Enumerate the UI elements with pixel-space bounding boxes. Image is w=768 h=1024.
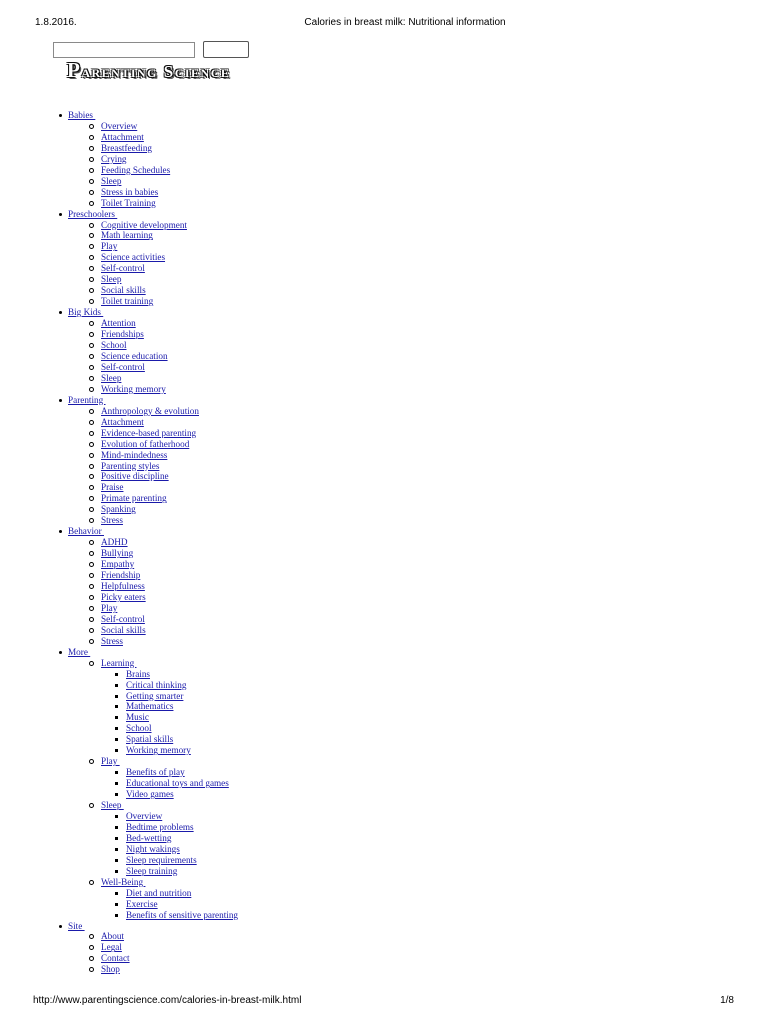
nav-group-well-being: [68, 877, 768, 921]
submenu: [68, 537, 768, 647]
nav-item-educational-toys-and-games: [101, 778, 768, 789]
nav-item-spanking-link[interactable]: Spanking: [101, 504, 136, 515]
nav-item-spatial-skills: [101, 734, 768, 745]
nav-item-sleep-training: [101, 866, 768, 877]
nav-item-science-activities: [68, 252, 768, 263]
submenu: [101, 669, 768, 757]
nav-group-well-being-link[interactable]: Well-Being: [101, 876, 146, 887]
nav-item-getting-smarter-link[interactable]: Getting smarter: [126, 690, 184, 701]
main-nav: [0, 110, 768, 975]
nav-group-learning-link[interactable]: Learning: [101, 657, 137, 668]
nav-item-self-control-link[interactable]: Self-control: [101, 263, 145, 274]
submenu: [68, 406, 768, 526]
nav-item-sleep: [68, 373, 768, 384]
nav-item-cognitive-development: [68, 220, 768, 231]
nav-item-working-memory: [68, 384, 768, 395]
nav-item-self-control-link[interactable]: Self-control: [101, 361, 145, 372]
nav-item-video-games: [101, 789, 768, 800]
nav-item-school-link[interactable]: School: [101, 340, 127, 351]
nav-group-sleep: [68, 800, 768, 877]
print-header: [0, 17, 768, 29]
nav-item-friendships-link[interactable]: Friendships: [101, 329, 144, 340]
nav-item-picky-eaters: [68, 592, 768, 603]
nav-section-behavior-link[interactable]: Behavior: [68, 526, 104, 537]
nav-item-praise-link[interactable]: Praise: [101, 482, 124, 493]
nav-item-social-skills-link[interactable]: Social skills: [101, 285, 146, 296]
submenu: [68, 931, 768, 975]
nav-item-breastfeeding-link[interactable]: Breastfeeding: [101, 142, 153, 153]
nav-item-stress: [68, 515, 768, 526]
submenu: [68, 658, 768, 921]
nav-list: [0, 110, 768, 975]
nav-item-getting-smarter: [101, 691, 768, 702]
nav-item-friendship: [68, 570, 768, 581]
nav-item-stress-in-babies: [68, 187, 768, 198]
nav-item-benefits-of-play-link[interactable]: Benefits of play: [126, 767, 185, 778]
nav-section-more-link[interactable]: More: [68, 646, 91, 657]
nav-group-play: [68, 756, 768, 800]
nav-item-social-skills: [68, 285, 768, 296]
nav-item-science-activities-link[interactable]: Science activities: [101, 252, 166, 263]
nav-item-sleep-link[interactable]: Sleep: [101, 175, 122, 186]
nav-group-sleep-link[interactable]: Sleep: [101, 800, 124, 811]
nav-item-legal: [68, 942, 768, 953]
nav-item-overview: [68, 121, 768, 132]
nav-item-critical-thinking-link[interactable]: Critical thinking: [126, 679, 187, 690]
nav-section-preschoolers: [0, 209, 768, 308]
nav-item-picky-eaters-link[interactable]: Picky eaters: [101, 591, 146, 602]
nav-item-educational-toys-and-games-link[interactable]: Educational toys and games: [126, 778, 229, 789]
nav-item-play-link[interactable]: Play: [101, 602, 118, 613]
nav-item-school: [101, 723, 768, 734]
nav-item-helpfulness: [68, 581, 768, 592]
nav-item-bedtime-problems: [101, 822, 768, 833]
nav-item-music-link[interactable]: Music: [126, 712, 149, 723]
nav-item-school: [68, 340, 768, 351]
nav-item-legal-link[interactable]: Legal: [101, 942, 122, 953]
nav-item-exercise: [101, 899, 768, 910]
nav-item-empathy: [68, 559, 768, 570]
nav-item-sleep-requirements: [101, 855, 768, 866]
nav-item-primate-parenting-link[interactable]: Primate parenting: [101, 493, 167, 504]
nav-item-self-control: [68, 263, 768, 274]
nav-item-about-link[interactable]: About: [101, 931, 124, 942]
nav-item-empathy-link[interactable]: Empathy: [101, 559, 135, 570]
nav-item-bullying: [68, 548, 768, 559]
nav-item-contact: [68, 953, 768, 964]
nav-item-spanking: [68, 504, 768, 515]
nav-item-positive-discipline: [68, 471, 768, 482]
nav-section-parenting-link[interactable]: Parenting: [68, 394, 106, 405]
nav-item-evidence-based-parenting-link[interactable]: Evidence-based parenting: [101, 427, 197, 438]
nav-item-social-skills-link[interactable]: Social skills: [101, 624, 146, 635]
nav-item-about: [68, 931, 768, 942]
nav-item-attention: [68, 318, 768, 329]
site-logo[interactable]: Parenting Science: [67, 58, 231, 82]
nav-item-adhd-link[interactable]: ADHD: [101, 537, 128, 548]
nav-item-diet-and-nutrition: [101, 888, 768, 899]
nav-item-friendships: [68, 329, 768, 340]
nav-item-sleep-link[interactable]: Sleep: [101, 372, 122, 383]
nav-item-sleep-link[interactable]: Sleep: [101, 274, 122, 285]
nav-item-video-games-link[interactable]: Video games: [126, 789, 174, 800]
nav-item-attachment-link[interactable]: Attachment: [101, 416, 144, 427]
nav-item-sleep-training-link[interactable]: Sleep training: [126, 865, 178, 876]
nav-item-school-link[interactable]: School: [126, 723, 152, 734]
nav-item-critical-thinking: [101, 680, 768, 691]
nav-section-big-kids-link[interactable]: Big Kids: [68, 307, 104, 318]
nav-item-brains-link[interactable]: Brains: [126, 668, 150, 679]
nav-item-feeding-schedules: [68, 165, 768, 176]
nav-item-anthropology-evolution: [68, 406, 768, 417]
nav-item-positive-discipline-link[interactable]: Positive discipline: [101, 471, 169, 482]
nav-item-working-memory: [101, 745, 768, 756]
nav-item-mathematics-link[interactable]: Mathematics: [126, 701, 174, 712]
nav-section-more: [0, 647, 768, 921]
nav-item-sleep-requirements-link[interactable]: Sleep requirements: [126, 854, 197, 865]
nav-item-overview-link[interactable]: Overview: [126, 811, 163, 821]
submenu: [68, 318, 768, 395]
nav-item-feeding-schedules-link[interactable]: Feeding Schedules: [101, 164, 171, 175]
nav-item-helpfulness-link[interactable]: Helpfulness: [101, 580, 145, 591]
nav-item-self-control: [68, 614, 768, 625]
nav-item-stress: [68, 636, 768, 647]
nav-item-benefits-of-sensitive-parenting: [101, 910, 768, 921]
nav-item-praise: [68, 482, 768, 493]
nav-item-attention-link[interactable]: Attention: [101, 318, 136, 329]
nav-section-babies-link[interactable]: Babies: [68, 110, 96, 120]
nav-item-stress-link[interactable]: Stress: [101, 635, 123, 646]
nav-item-music: [101, 712, 768, 723]
nav-item-play-link[interactable]: Play: [101, 241, 118, 252]
nav-item-science-education: [68, 351, 768, 362]
nav-item-spatial-skills-link[interactable]: Spatial skills: [126, 734, 174, 745]
submenu: [101, 767, 768, 800]
nav-section-site: [0, 921, 768, 976]
nav-item-stress-in-babies-link[interactable]: Stress in babies: [101, 186, 159, 197]
nav-item-benefits-of-sensitive-parenting-link[interactable]: Benefits of sensitive parenting: [126, 909, 239, 920]
nav-item-attachment-link[interactable]: Attachment: [101, 131, 144, 142]
nav-section-parenting: [0, 395, 768, 526]
nav-item-math-learning: [68, 230, 768, 241]
nav-item-brains: [101, 669, 768, 680]
nav-item-shop-link[interactable]: Shop: [101, 964, 120, 975]
nav-group-play-link[interactable]: Play: [101, 756, 120, 767]
nav-item-sleep: [68, 274, 768, 285]
nav-item-night-wakings: [101, 844, 768, 855]
nav-item-working-memory-link[interactable]: Working memory: [101, 383, 166, 394]
nav-group-learning: [68, 658, 768, 757]
print-url: http://www.parentingscience.com/calories-in-breast-milk.html: [33, 995, 302, 1006]
submenu: [68, 220, 768, 308]
nav-item-evolution-of-fatherhood: [68, 439, 768, 450]
nav-item-toilet-training: [68, 296, 768, 307]
nav-item-attachment: [68, 417, 768, 428]
nav-item-bed-wetting-link[interactable]: Bed-wetting: [126, 832, 172, 843]
nav-item-mind-mindedness-link[interactable]: Mind-mindedness: [101, 449, 168, 460]
nav-item-stress-link[interactable]: Stress: [101, 515, 123, 526]
nav-item-working-memory-link[interactable]: Working memory: [126, 745, 191, 756]
nav-item-breastfeeding: [68, 143, 768, 154]
nav-item-play: [68, 603, 768, 614]
nav-item-attachment: [68, 132, 768, 143]
print-page-number: 1/8: [720, 995, 734, 1006]
nav-item-social-skills: [68, 625, 768, 636]
nav-section-babies: [0, 110, 768, 209]
nav-item-overview-link[interactable]: Overview: [101, 120, 138, 131]
nav-item-bullying-link[interactable]: Bullying: [101, 548, 134, 559]
nav-item-toilet-training-link[interactable]: Toilet training: [101, 296, 154, 307]
nav-item-play: [68, 241, 768, 252]
nav-item-sleep: [68, 176, 768, 187]
nav-item-primate-parenting: [68, 493, 768, 504]
nav-item-contact-link[interactable]: Contact: [101, 953, 130, 964]
submenu: [68, 121, 768, 209]
nav-item-bedtime-problems-link[interactable]: Bedtime problems: [126, 821, 194, 832]
search-input[interactable]: [53, 42, 195, 58]
nav-item-bed-wetting: [101, 833, 768, 844]
print-date: 1.8.2016.: [35, 17, 77, 28]
nav-item-math-learning-link[interactable]: Math learning: [101, 230, 153, 241]
nav-item-evolution-of-fatherhood-link[interactable]: Evolution of fatherhood: [101, 438, 190, 449]
nav-item-self-control: [68, 362, 768, 373]
submenu: [101, 888, 768, 921]
nav-section-behavior: [0, 526, 768, 646]
nav-item-benefits-of-play: [101, 767, 768, 778]
nav-item-science-education-link[interactable]: Science education: [101, 350, 168, 361]
nav-item-diet-and-nutrition-link[interactable]: Diet and nutrition: [126, 887, 192, 898]
nav-item-self-control-link[interactable]: Self-control: [101, 613, 145, 624]
nav-item-friendship-link[interactable]: Friendship: [101, 570, 141, 581]
nav-item-crying-link[interactable]: Crying: [101, 153, 127, 164]
nav-item-evidence-based-parenting: [68, 428, 768, 439]
print-title: Calories in breast milk: Nutritional information: [304, 17, 506, 28]
nav-item-mathematics: [101, 701, 768, 712]
submenu: [101, 811, 768, 877]
nav-item-cognitive-development-link[interactable]: Cognitive development: [101, 219, 187, 230]
nav-item-adhd: [68, 537, 768, 548]
nav-section-big-kids: [0, 307, 768, 395]
nav-item-shop: [68, 964, 768, 975]
nav-item-parenting-styles: [68, 461, 768, 472]
nav-item-crying: [68, 154, 768, 165]
nav-section-site-link[interactable]: Site: [68, 920, 85, 931]
nav-item-mind-mindedness: [68, 450, 768, 461]
nav-section-preschoolers-link[interactable]: Preschoolers: [68, 208, 118, 219]
nav-item-anthropology-evolution-link[interactable]: Anthropology & evolution: [101, 405, 199, 416]
nav-item-exercise-link[interactable]: Exercise: [126, 898, 158, 909]
nav-item-night-wakings-link[interactable]: Night wakings: [126, 843, 180, 854]
nav-item-toilet-training: [68, 198, 768, 209]
search-button[interactable]: [203, 41, 249, 58]
nav-item-parenting-styles-link[interactable]: Parenting styles: [101, 460, 160, 471]
nav-item-overview: [101, 811, 768, 822]
nav-item-toilet-training-link[interactable]: Toilet Training: [101, 197, 156, 208]
